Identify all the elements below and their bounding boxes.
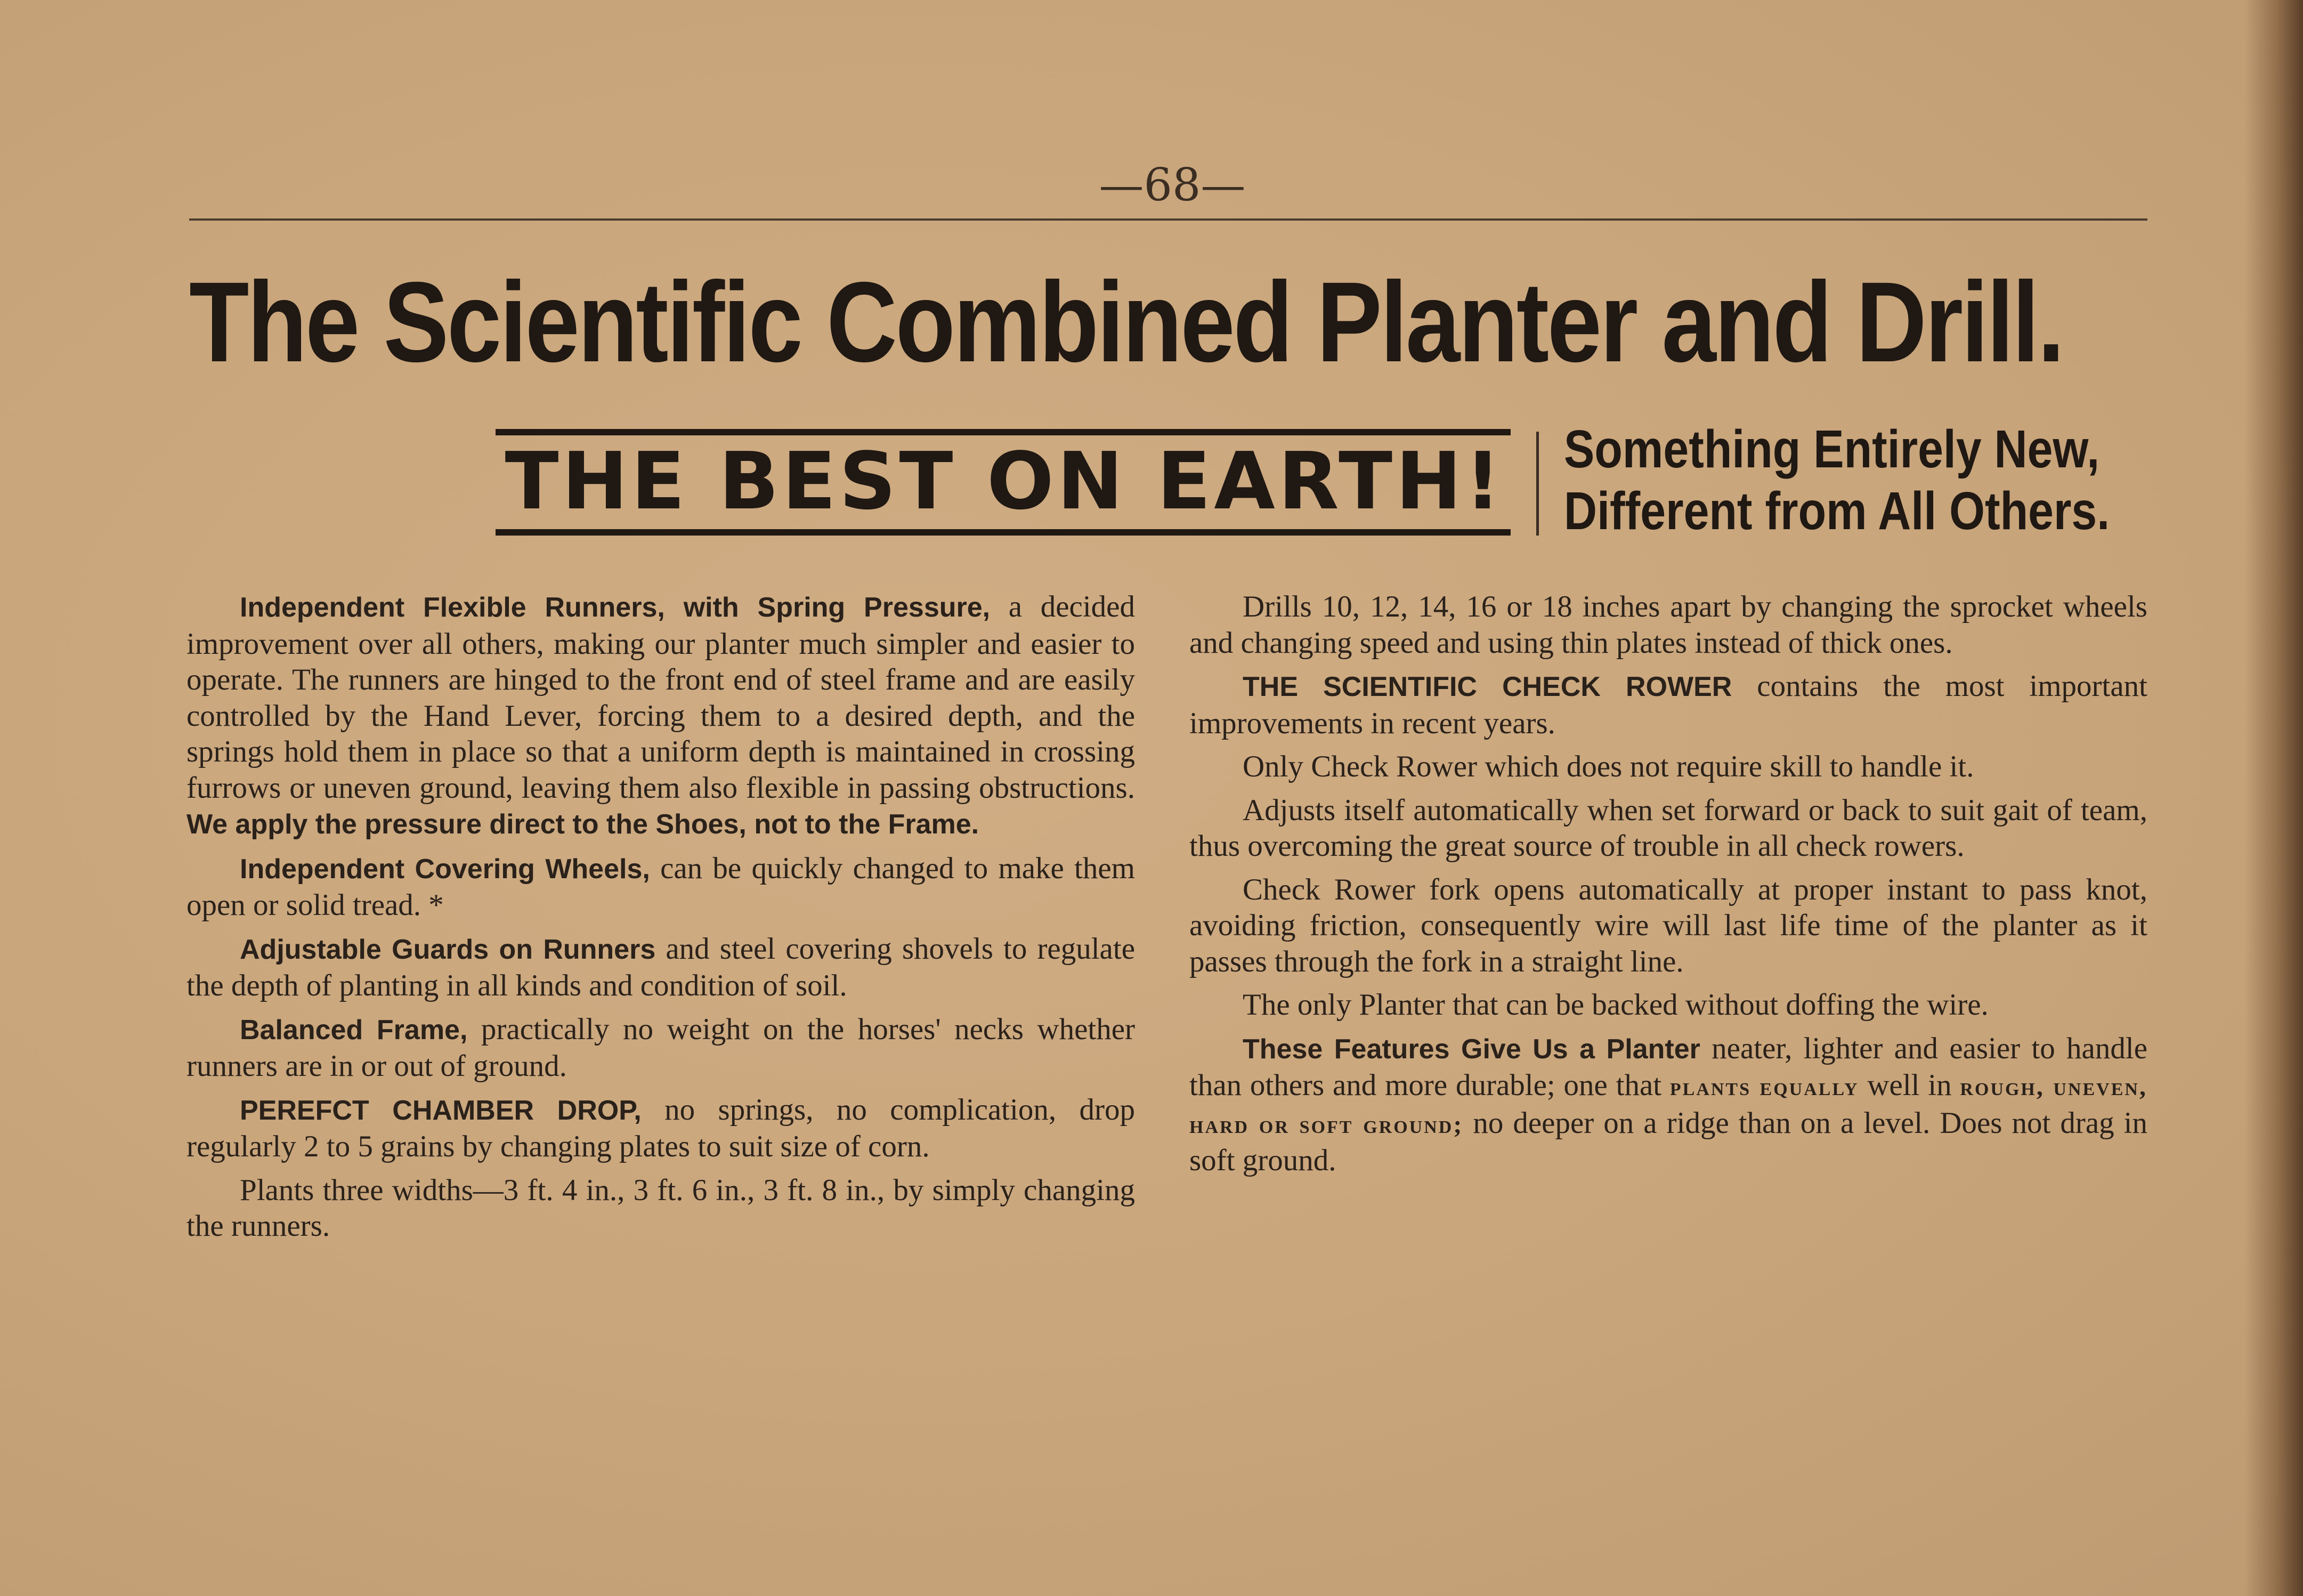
paragraph-text: no deeper on a ridge than on a level. Does not drag in soft ground. bbox=[1189, 1106, 2147, 1177]
paragraph-chamber-drop bbox=[186, 1092, 1135, 1165]
paragraph-lead: Balanced Frame, bbox=[240, 1014, 468, 1046]
paragraph-smallcaps: rough, uneven, hard or soft ground; bbox=[1189, 1073, 2147, 1139]
paragraph-drills bbox=[1189, 589, 2147, 661]
tagline-line-1: Something Entirely New, bbox=[1564, 419, 2100, 479]
paragraph-text: no springs, no complication, drop regularly 2 to 5 grains by changing plates to suit size of corn. bbox=[186, 1092, 1136, 1163]
page-title: The Scientific Combined Planter and Drill. bbox=[189, 258, 2063, 386]
header-rule bbox=[189, 218, 2147, 221]
paragraph-tail: We apply the pressure direct to the Shoes, not to the Frame. bbox=[186, 809, 979, 840]
paragraph-skill bbox=[1189, 749, 2147, 785]
paragraph-lead: Independent Flexible Runners, with Spring Pressure, bbox=[240, 592, 991, 623]
paragraph-text: a decided improvement over all others, making our planter much simpler and easier to operate. The runners are hinged to the front end of steel frame and are easily controlled by the Hand Lever, forcing them to a desired depth, and the springs hold them in place so that a uniform depth is maintained in crossing furrows or uneven ground, leaving them also flexible in passing obstructions. bbox=[186, 590, 1135, 805]
paragraph-text: The only Planter that can be backed without doffing the wire. bbox=[1243, 988, 1989, 1022]
paragraph-lead: THE SCIENTIFIC CHECK ROWER bbox=[1243, 671, 1732, 702]
paragraph-features bbox=[1189, 1031, 2147, 1179]
slogan: THE BEST ON EARTH! bbox=[505, 435, 1504, 527]
paragraph-text: practically no weight on the horses' necks whether runners are in or out of ground. bbox=[186, 1012, 1135, 1083]
paragraph-lead: These Features Give Us a Planter bbox=[1243, 1033, 1700, 1065]
tagline bbox=[1564, 418, 2110, 542]
paragraph-lead: PEREFCT CHAMBER DROP, bbox=[240, 1095, 642, 1126]
paragraph-check-rower bbox=[1189, 668, 2147, 741]
paragraph-guards bbox=[186, 931, 1135, 1004]
paragraph-text: Adjusts itself automatically when set forward or back to suit gait of team, thus overcoming the great source of trouble in all check rowers. bbox=[1189, 793, 2147, 863]
paragraph-text: Drills 10, 12, 14, 16 or 18 inches apart by changing the sprocket wheels and changing speed and using thin plates instead of thick ones. bbox=[1189, 590, 2147, 660]
right-column bbox=[1189, 589, 2147, 1186]
paragraph-runners bbox=[186, 589, 1135, 843]
paragraph-widths bbox=[186, 1172, 1135, 1244]
slogan-divider bbox=[1536, 432, 1539, 536]
page-number: —68— bbox=[1099, 159, 1246, 211]
left-column bbox=[186, 589, 1135, 1252]
paragraph-lead: Independent Covering Wheels, bbox=[240, 853, 650, 885]
paragraph-lead: Adjustable Guards on Runners bbox=[240, 934, 656, 965]
paragraph-text: contains the most important improvements in recent years. bbox=[1189, 669, 2147, 740]
paragraph-adjusts bbox=[1189, 792, 2147, 864]
paragraph-text: neater, lighter and easier to handle than others and more durable; one that bbox=[1189, 1031, 2147, 1102]
paragraph-fork bbox=[1189, 872, 2147, 980]
tagline-line-2: Different from All Others. bbox=[1564, 481, 2110, 541]
paragraph-text: Check Rower fork opens automatically at proper instant to pass knot, avoiding friction, consequently wire will last life time of the planter as it passes through the fork in a straight line. bbox=[1189, 872, 2147, 978]
paragraph-smallcaps: plants equally bbox=[1669, 1073, 1859, 1101]
paragraph-covering-wheels bbox=[186, 850, 1135, 923]
paragraph-text: and steel covering shovels to regulate the depth of planting in all kinds and condition of soil. bbox=[186, 931, 1135, 1002]
paragraph-text: Plants three widths—3 ft. 4 in., 3 ft. 6 in., 3 ft. 8 in., by simply changing the runners. bbox=[186, 1173, 1135, 1243]
paragraph-text: Only Check Rower which does not require skill to handle it. bbox=[1243, 750, 1974, 783]
paragraph-text: can be quickly changed to make them open or solid tread. * bbox=[186, 851, 1135, 922]
paragraph-text: well in bbox=[1859, 1068, 1960, 1102]
paragraph-balanced-frame bbox=[186, 1011, 1135, 1084]
paragraph-backed bbox=[1189, 987, 2147, 1023]
